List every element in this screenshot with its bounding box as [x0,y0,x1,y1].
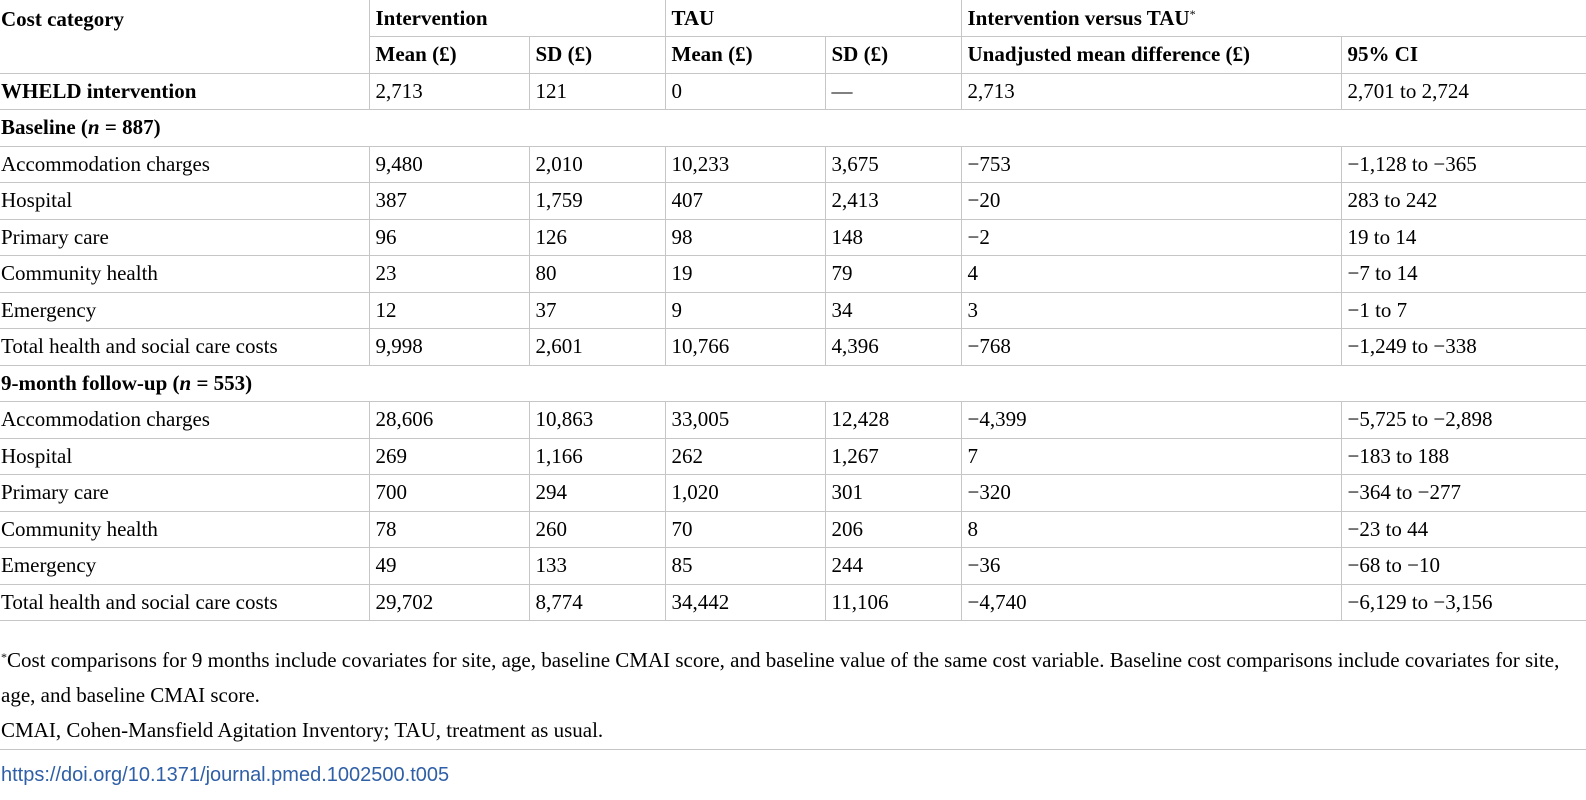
cell-tau-mean: 407 [665,183,825,220]
cell-intervention-sd: 8,774 [529,584,665,621]
cell-unadjusted-diff: −2 [961,219,1341,256]
row-label: Total health and social care costs [0,584,369,621]
table-row [0,548,1586,585]
header-tau: TAU [665,0,961,37]
cell-ci: 2,701 to 2,724 [1341,73,1586,110]
table-row [0,146,1586,183]
row-label: Accommodation charges [0,402,369,439]
row-label: Hospital [0,438,369,475]
cell-unadjusted-diff: −4,740 [961,584,1341,621]
cell-tau-mean: 85 [665,548,825,585]
cell-intervention-sd: 126 [529,219,665,256]
row-label: Emergency [0,548,369,585]
cell-intervention-sd: 1,166 [529,438,665,475]
cell-tau-mean: 0 [665,73,825,110]
table-row-wheld [0,73,1586,110]
cell-tau-mean: 9 [665,292,825,329]
footnote-marker: * [1,650,7,664]
row-label: Community health [0,511,369,548]
cell-tau-sd: 34 [825,292,961,329]
section-title-followup: 9-month follow-up (n = 553) [0,365,1586,402]
cell-tau-sd: 301 [825,475,961,512]
cell-intervention-sd: 10,863 [529,402,665,439]
table-footnotes [1,640,1571,748]
table-row [0,219,1586,256]
cell-intervention-mean: 700 [369,475,529,512]
cell-ci: −5,725 to −2,898 [1341,402,1586,439]
cell-intervention-sd: 37 [529,292,665,329]
table-row [0,183,1586,220]
row-label: WHELD intervention [0,73,369,110]
cell-intervention-sd: 2,601 [529,329,665,366]
cell-tau-mean: 19 [665,256,825,293]
cell-unadjusted-diff: 7 [961,438,1341,475]
header-tau-sd: SD (£) [825,37,961,74]
table-row [0,511,1586,548]
section-row-baseline [0,110,1586,147]
cell-ci: −1,128 to −365 [1341,146,1586,183]
cell-tau-sd: — [825,73,961,110]
cell-ci: −7 to 14 [1341,256,1586,293]
cell-ci: −68 to −10 [1341,548,1586,585]
cell-unadjusted-diff: 8 [961,511,1341,548]
cell-ci: 19 to 14 [1341,219,1586,256]
cell-intervention-mean: 49 [369,548,529,585]
cell-intervention-mean: 387 [369,183,529,220]
cell-intervention-mean: 2,713 [369,73,529,110]
cell-unadjusted-diff: 2,713 [961,73,1341,110]
cell-unadjusted-diff: −36 [961,548,1341,585]
table-row [0,256,1586,293]
header-intervention-sd: SD (£) [529,37,665,74]
cell-tau-sd: 148 [825,219,961,256]
header-ci: 95% CI [1341,37,1586,74]
cell-intervention-sd: 80 [529,256,665,293]
cell-tau-sd: 3,675 [825,146,961,183]
cell-unadjusted-diff: −4,399 [961,402,1341,439]
doi-link[interactable]: https://doi.org/10.1371/journal.pmed.1002500.t005 [1,764,450,786]
cell-intervention-mean: 9,480 [369,146,529,183]
cell-unadjusted-diff: −320 [961,475,1341,512]
cell-tau-mean: 262 [665,438,825,475]
footer-divider [0,749,1586,750]
table-row [0,438,1586,475]
cell-intervention-mean: 78 [369,511,529,548]
cell-ci: −23 to 44 [1341,511,1586,548]
cell-tau-mean: 34,442 [665,584,825,621]
header-tau-mean: Mean (£) [665,37,825,74]
row-label: Primary care [0,475,369,512]
cell-tau-mean: 10,233 [665,146,825,183]
table-row [0,292,1586,329]
cell-ci: −183 to 188 [1341,438,1586,475]
cell-unadjusted-diff: 4 [961,256,1341,293]
cell-ci: −6,129 to −3,156 [1341,584,1586,621]
cell-unadjusted-diff: −768 [961,329,1341,366]
cell-tau-sd: 1,267 [825,438,961,475]
cell-intervention-mean: 12 [369,292,529,329]
header-intervention-mean: Mean (£) [369,37,529,74]
cell-intervention-mean: 269 [369,438,529,475]
cell-intervention-mean: 29,702 [369,584,529,621]
header-comparison: Intervention versus TAU* [961,0,1586,37]
table-row [0,402,1586,439]
cell-intervention-sd: 2,010 [529,146,665,183]
cell-tau-mean: 10,766 [665,329,825,366]
footnote-covariates: *Cost comparisons for 9 months include covariates for site, age, baseline CMAI score, and baseline value of the same cost variable. Baseline cost comparisons include covariates for site, age, and baseline CMAI score. [1,648,1560,707]
footnote-abbreviations: CMAI, Cohen-Mansfield Agitation Inventory; TAU, treatment as usual. [1,718,604,742]
row-label: Emergency [0,292,369,329]
cell-tau-mean: 1,020 [665,475,825,512]
cell-intervention-sd: 121 [529,73,665,110]
cell-tau-mean: 33,005 [665,402,825,439]
cell-tau-sd: 2,413 [825,183,961,220]
cell-tau-sd: 11,106 [825,584,961,621]
cell-tau-mean: 70 [665,511,825,548]
cell-unadjusted-diff: 3 [961,292,1341,329]
cell-intervention-sd: 133 [529,548,665,585]
cell-intervention-sd: 294 [529,475,665,512]
cell-unadjusted-diff: −753 [961,146,1341,183]
cell-intervention-mean: 96 [369,219,529,256]
header-intervention: Intervention [369,0,665,37]
table-row-total [0,584,1586,621]
row-label: Accommodation charges [0,146,369,183]
header-unadjusted-diff: Unadjusted mean difference (£) [961,37,1341,74]
cell-ci: −1 to 7 [1341,292,1586,329]
row-label: Hospital [0,183,369,220]
header-row-groups [0,0,1586,37]
cell-ci: −1,249 to −338 [1341,329,1586,366]
cell-tau-sd: 12,428 [825,402,961,439]
cell-tau-sd: 244 [825,548,961,585]
section-row-followup [0,365,1586,402]
cell-ci: −364 to −277 [1341,475,1586,512]
cell-intervention-mean: 28,606 [369,402,529,439]
row-label: Primary care [0,219,369,256]
cell-tau-sd: 4,396 [825,329,961,366]
cell-tau-mean: 98 [665,219,825,256]
cell-ci: 283 to 242 [1341,183,1586,220]
header-cost-category: Cost category [0,0,369,73]
section-title-baseline: Baseline (n = 887) [0,110,1586,147]
cell-tau-sd: 206 [825,511,961,548]
cell-unadjusted-diff: −20 [961,183,1341,220]
row-label: Total health and social care costs [0,329,369,366]
row-label: Community health [0,256,369,293]
table-row [0,475,1586,512]
cell-intervention-mean: 9,998 [369,329,529,366]
cell-intervention-mean: 23 [369,256,529,293]
footnote-marker: * [1189,6,1196,21]
cell-tau-sd: 79 [825,256,961,293]
table-row-total [0,329,1586,366]
cell-intervention-sd: 260 [529,511,665,548]
cell-intervention-sd: 1,759 [529,183,665,220]
